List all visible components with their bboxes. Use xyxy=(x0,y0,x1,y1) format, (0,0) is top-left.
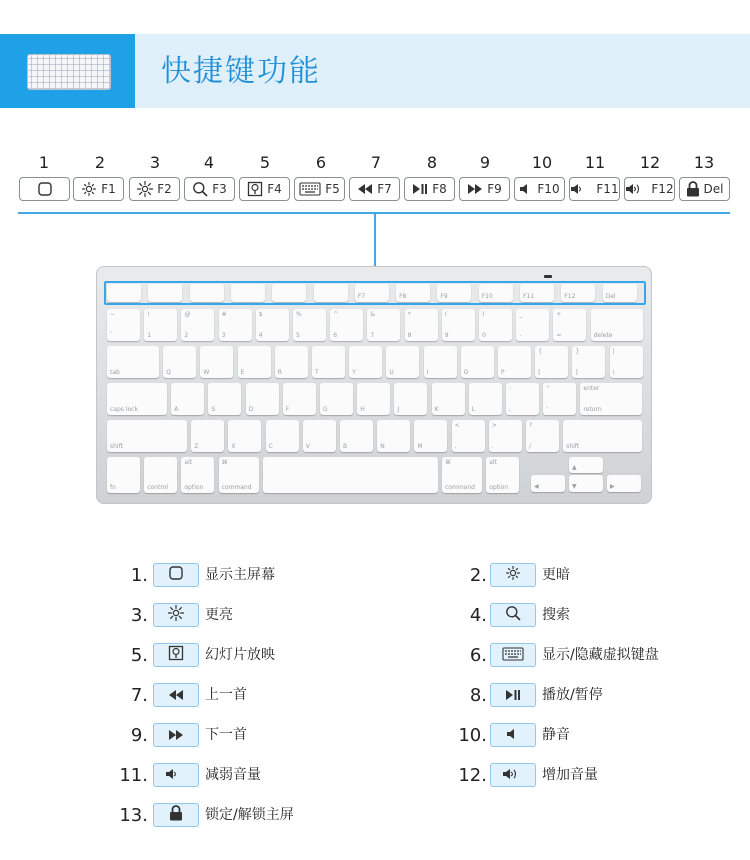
fkey-number: 9 xyxy=(479,153,491,172)
key-legend: F12 xyxy=(564,293,576,300)
fkey-label: F5 xyxy=(325,182,340,196)
arrow-key-left xyxy=(531,475,565,492)
legend-label: 静音 xyxy=(542,727,570,743)
lock-icon xyxy=(686,181,700,197)
lock-icon xyxy=(169,805,183,825)
keyboard-key xyxy=(386,346,419,378)
key-legend: control xyxy=(147,484,168,491)
keyboard-key xyxy=(349,346,382,378)
fkey-f2 xyxy=(129,177,180,201)
keyboard-key xyxy=(452,420,485,452)
rewind-icon xyxy=(168,686,184,705)
key-legend-top: ? xyxy=(529,422,533,429)
brightness-high-icon xyxy=(137,181,153,197)
legend-number: 5. xyxy=(130,645,148,666)
legend-label: 增加音量 xyxy=(542,767,598,783)
brightness-low-icon xyxy=(505,565,521,585)
keyboard-key xyxy=(610,346,643,378)
key-legend: J xyxy=(397,406,400,413)
keyboard-key xyxy=(414,420,447,452)
volume-up-icon xyxy=(502,766,524,785)
key-legend-top: " xyxy=(546,385,549,392)
key-legend-top: ) xyxy=(482,311,485,318)
keyboard-key xyxy=(367,309,400,341)
key-legend: F xyxy=(285,406,290,413)
legend-label: 幻灯片放映 xyxy=(205,647,275,663)
keyboard-key xyxy=(263,457,438,493)
key-legend: ` xyxy=(110,332,113,339)
search-icon xyxy=(505,605,521,625)
key-legend: . xyxy=(491,443,494,450)
keyboard-key xyxy=(591,309,643,341)
keyboard-key xyxy=(283,383,316,415)
key-legend: fn xyxy=(110,484,116,491)
legend-label: 更暗 xyxy=(542,567,570,583)
fkey-label: F7 xyxy=(377,182,392,196)
legend-number: 9. xyxy=(130,725,148,746)
slideshow-icon xyxy=(247,181,263,197)
key-legend: [ xyxy=(538,369,541,376)
keyboard-key xyxy=(181,457,214,493)
key-legend: H xyxy=(360,406,365,413)
key-legend-top: ^ xyxy=(333,311,339,318)
keyboard-key xyxy=(238,346,271,378)
fkey-number: 1 xyxy=(38,153,50,172)
keyboard-key xyxy=(432,383,465,415)
keyboard-icon xyxy=(299,182,321,196)
brightness-low-icon xyxy=(81,181,97,197)
key-legend-top: $ xyxy=(258,311,263,318)
key-legend-top: & xyxy=(370,311,376,318)
arrow-key-up xyxy=(569,457,603,473)
key-legend: , xyxy=(454,443,457,450)
key-legend: U xyxy=(389,369,394,376)
key-legend: K xyxy=(434,406,439,413)
key-legend: ' xyxy=(546,406,548,413)
keyboard-key xyxy=(405,309,438,341)
key-legend: Y xyxy=(352,369,356,376)
page-title: 快捷键功能 xyxy=(161,54,321,89)
key-legend: - xyxy=(519,332,522,339)
key-legend: F7 xyxy=(357,293,366,300)
key-legend-top: @ xyxy=(184,311,191,318)
keyboard-key xyxy=(246,383,279,415)
fkey-label: F1 xyxy=(101,182,116,196)
legend-key xyxy=(153,563,199,587)
legend-label: 搜索 xyxy=(542,607,570,623)
legend-label: 显示主屏幕 xyxy=(205,567,275,583)
key-legend-top: + xyxy=(556,311,562,318)
legend-number: 6. xyxy=(469,645,487,666)
keyboard-key xyxy=(330,309,363,341)
legend-key xyxy=(153,683,199,707)
legend-label: 锁定/解锁主屏 xyxy=(205,807,294,823)
search-icon xyxy=(192,181,208,197)
arrow-key-down xyxy=(569,475,603,492)
fkey-f3 xyxy=(184,177,235,201)
keyboard-key xyxy=(171,383,204,415)
key-legend: B xyxy=(343,443,348,450)
key-legend: D xyxy=(248,406,254,413)
legend-number: 11. xyxy=(119,765,148,786)
key-legend: G xyxy=(323,406,328,413)
key-legend: ] xyxy=(575,369,578,376)
keyboard-key xyxy=(442,309,475,341)
fkey-number: 12 xyxy=(639,153,661,172)
keyboard-key xyxy=(357,383,390,415)
key-legend: 8 xyxy=(407,332,412,339)
legend-label: 显示/隐藏虚拟键盘 xyxy=(542,647,659,663)
keyboard-key xyxy=(107,309,140,341)
fkey-label: F2 xyxy=(157,182,172,196)
rewind-icon xyxy=(357,183,373,195)
fkey-label: F3 xyxy=(212,182,227,196)
legend-number: 12. xyxy=(458,765,487,786)
keyboard-key xyxy=(266,420,299,452)
legend-key xyxy=(153,763,199,787)
keyboard-key xyxy=(479,309,512,341)
legend-number: 13. xyxy=(119,805,148,826)
fkey-f12 xyxy=(624,177,675,201)
fkey-number: 7 xyxy=(370,153,382,172)
key-legend: O xyxy=(463,369,469,376)
keyboard-key xyxy=(191,420,224,452)
key-legend: 5 xyxy=(296,332,300,339)
key-legend: ▲ xyxy=(572,464,577,471)
function-row-highlight xyxy=(104,281,646,305)
keyboard-key xyxy=(563,420,642,452)
keyboard-key xyxy=(340,420,373,452)
keyboard-key xyxy=(228,420,261,452)
key-legend-top: ~ xyxy=(110,311,116,318)
key-legend-top: alt xyxy=(489,459,497,466)
key-legend: F11 xyxy=(523,293,535,300)
keyboard-key xyxy=(163,346,196,378)
legend-number: 7. xyxy=(130,685,148,706)
key-legend: 7 xyxy=(370,332,375,339)
legend-key xyxy=(490,643,536,667)
keyboard-key xyxy=(107,457,140,493)
key-legend: 4 xyxy=(258,332,263,339)
fkey-number: 5 xyxy=(259,153,271,172)
fkey-number: 6 xyxy=(315,153,327,172)
key-legend: caps lock xyxy=(110,406,138,413)
keyboard-key xyxy=(320,383,353,415)
key-legend-top: ⌘ xyxy=(445,459,451,466)
legend-number: 10. xyxy=(458,725,487,746)
fkey-f1 xyxy=(73,177,124,201)
keyboard-key xyxy=(498,346,531,378)
keyboard-key xyxy=(394,383,427,415)
key-legend: shift xyxy=(566,443,580,450)
key-legend: F10 xyxy=(481,293,493,300)
fkey-f7 xyxy=(349,177,400,201)
fkey-f4 xyxy=(239,177,290,201)
keyboard-key xyxy=(144,309,177,341)
legend-number: 4. xyxy=(469,605,487,626)
keyboard-key xyxy=(200,346,233,378)
key-legend: L xyxy=(471,406,476,413)
fkey-del xyxy=(679,177,730,201)
fast-forward-icon xyxy=(168,726,184,745)
indicator-light xyxy=(544,275,552,278)
keyboard-key xyxy=(377,420,410,452)
fkey-f9 xyxy=(459,177,510,201)
legend-key xyxy=(490,603,536,627)
key-legend: option xyxy=(184,484,204,491)
key-legend-top: : xyxy=(509,385,512,392)
fkey-f11 xyxy=(569,177,620,201)
key-legend: tab xyxy=(110,369,120,376)
fkey-label: F11 xyxy=(596,182,619,196)
key-legend: R xyxy=(277,369,282,376)
legend-key xyxy=(490,563,536,587)
legend-key xyxy=(490,683,536,707)
keyboard-key xyxy=(506,383,539,415)
fkey-label: F12 xyxy=(651,182,674,196)
key-legend-top: _ xyxy=(519,311,523,318)
key-legend-top: alt xyxy=(184,459,193,466)
play-pause-icon xyxy=(412,183,428,195)
keyboard-icon xyxy=(502,646,524,665)
key-legend-top: ( xyxy=(444,311,448,318)
keyboard-key xyxy=(543,383,576,415)
key-legend: \ xyxy=(612,369,615,376)
keyboard-key xyxy=(208,383,241,415)
keyboard-key xyxy=(107,383,167,415)
keyboard-key xyxy=(442,457,482,493)
key-legend: option xyxy=(489,484,509,491)
legend-number: 2. xyxy=(469,565,487,586)
legend-number: 8. xyxy=(469,685,487,706)
legend-number: 3. xyxy=(130,605,148,626)
key-legend: shift xyxy=(110,443,123,450)
key-legend: 3 xyxy=(221,332,226,339)
keyboard-key xyxy=(293,309,326,341)
key-legend-top: # xyxy=(221,311,227,318)
legend-number: 1. xyxy=(130,565,148,586)
key-legend: T xyxy=(315,369,319,376)
keyboard-key xyxy=(424,346,457,378)
mute-icon xyxy=(519,182,533,196)
key-legend: 9 xyxy=(444,332,449,339)
key-legend: ; xyxy=(509,406,512,413)
volume-down-icon xyxy=(165,766,187,785)
fkey-f5 xyxy=(294,177,345,201)
key-legend-top: } xyxy=(575,348,580,355)
legend-label: 上一首 xyxy=(205,687,247,703)
keyboard-key xyxy=(580,383,642,415)
mute-icon xyxy=(506,726,520,745)
brightness-high-icon xyxy=(168,605,184,625)
keyboard-key xyxy=(219,457,259,493)
square-icon xyxy=(168,565,184,585)
keyboard-icon xyxy=(27,54,111,90)
fkey-label: F8 xyxy=(432,182,447,196)
legend-key xyxy=(153,643,199,667)
legend-key xyxy=(153,803,199,827)
key-legend: N xyxy=(380,443,385,450)
key-legend: command xyxy=(221,484,252,491)
keyboard-key xyxy=(181,309,214,341)
keyboard-key xyxy=(469,383,502,415)
fkey-label: Del xyxy=(703,182,724,196)
fkey-label: F4 xyxy=(267,182,282,196)
slideshow-icon xyxy=(168,645,184,665)
keyboard-key xyxy=(312,346,345,378)
key-legend: F8 xyxy=(399,293,407,300)
key-legend-top: enter xyxy=(583,385,600,392)
key-legend: 1 xyxy=(147,332,152,339)
fkey-label: F9 xyxy=(487,182,502,196)
key-legend: Del xyxy=(605,293,616,300)
keyboard-key xyxy=(572,346,605,378)
keyboard-key xyxy=(107,346,159,378)
fast-forward-icon xyxy=(467,183,483,195)
key-legend: M xyxy=(417,443,423,450)
keyboard-key xyxy=(553,309,586,341)
key-legend: / xyxy=(529,443,532,450)
fkey-number: 13 xyxy=(693,153,715,172)
key-legend: I xyxy=(426,369,429,376)
key-legend: delete xyxy=(593,332,613,339)
keyboard-key xyxy=(256,309,289,341)
header-band xyxy=(0,34,750,108)
key-legend: ▼ xyxy=(572,483,577,490)
key-legend-top: < xyxy=(454,422,460,429)
keyboard-key xyxy=(107,420,187,452)
fkey-label: F10 xyxy=(537,182,560,196)
key-legend: W xyxy=(203,369,210,376)
legend-label: 下一首 xyxy=(205,727,247,743)
legend-key xyxy=(153,723,199,747)
key-legend: F9 xyxy=(440,293,448,300)
key-legend-top: { xyxy=(538,348,543,355)
key-legend: 2 xyxy=(184,332,189,339)
key-legend: S xyxy=(211,406,216,413)
volume-up-icon xyxy=(625,182,647,196)
keyboard-key xyxy=(303,420,336,452)
key-legend: 6 xyxy=(333,332,338,339)
fkey-number: 4 xyxy=(203,153,215,172)
legend-key xyxy=(153,603,199,627)
key-legend: ◀ xyxy=(534,483,539,490)
key-legend-top: > xyxy=(491,422,497,429)
keyboard-key xyxy=(486,457,519,493)
key-legend: Q xyxy=(166,369,171,376)
keyboard-key xyxy=(144,457,177,493)
key-legend: = xyxy=(556,332,562,339)
fkey-f10 xyxy=(514,177,565,201)
fkey-number: 2 xyxy=(94,153,106,172)
legend-key xyxy=(490,763,536,787)
keyboard-key xyxy=(219,309,252,341)
fkey-number: 3 xyxy=(149,153,161,172)
key-legend: A xyxy=(174,406,179,413)
square-icon xyxy=(37,181,53,197)
key-legend-top: | xyxy=(612,348,615,355)
keyboard-key xyxy=(526,420,559,452)
fkey-number: 10 xyxy=(531,153,553,172)
legend-label: 减弱音量 xyxy=(205,767,261,783)
key-legend: V xyxy=(305,443,310,450)
key-legend: X xyxy=(231,443,236,450)
keyboard-key xyxy=(461,346,494,378)
fkey-home xyxy=(19,177,70,201)
play-pause-icon xyxy=(505,686,521,705)
key-legend-top: * xyxy=(407,311,411,318)
keyboard-key xyxy=(535,346,568,378)
keyboard-key xyxy=(489,420,522,452)
keyboard-key xyxy=(516,309,549,341)
volume-down-icon xyxy=(570,182,592,196)
key-legend: 0 xyxy=(482,332,486,339)
legend-key xyxy=(490,723,536,747)
fkey-number: 11 xyxy=(584,153,606,172)
legend-label: 更亮 xyxy=(205,607,233,623)
fkey-number: 8 xyxy=(426,153,438,172)
key-legend: return xyxy=(583,406,602,413)
fkey-f8 xyxy=(404,177,455,201)
keyboard-key xyxy=(275,346,308,378)
key-legend: ▶ xyxy=(610,483,615,490)
legend-label: 播放/暂停 xyxy=(542,687,603,703)
key-legend-top: ⌘ xyxy=(221,459,228,466)
key-legend: P xyxy=(501,369,505,376)
arrow-key-right xyxy=(607,475,641,492)
keyboard-icon-panel xyxy=(0,34,135,108)
key-legend: Z xyxy=(194,443,199,450)
key-legend: E xyxy=(240,369,245,376)
key-legend: command xyxy=(445,484,475,491)
key-legend-top: ! xyxy=(147,311,150,318)
key-legend: C xyxy=(268,443,273,450)
key-legend-top: % xyxy=(296,311,302,318)
